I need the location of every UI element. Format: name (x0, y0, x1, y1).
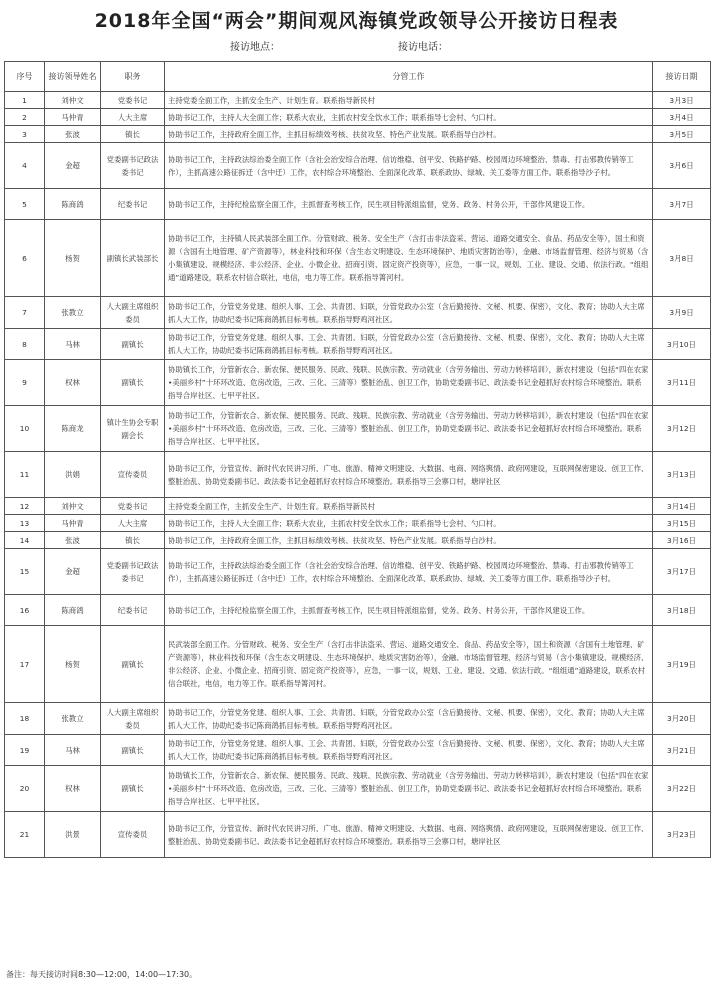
table-row (5, 329, 711, 360)
row-date: 3月14日 (653, 498, 711, 515)
row-date: 3月13日 (653, 452, 711, 498)
table-row (5, 220, 711, 297)
row-name: 张教立 (45, 703, 101, 735)
row-name: 权林 (45, 360, 101, 406)
row-index: 10 (5, 406, 45, 452)
row-name: 权林 (45, 766, 101, 812)
row-date: 3月7日 (653, 189, 711, 220)
row-duties: 协助书记工作，主持纪检监察全面工作，主抓督查考核工作，民生项目特派组监督，党务、政务、村务公开，干部作风建设工作。 (165, 595, 653, 626)
row-date: 3月4日 (653, 109, 711, 126)
row-index: 21 (5, 812, 45, 858)
row-index: 7 (5, 297, 45, 329)
row-duties: 协助书记工作，分管新农合、新农保、便民服务、民政、残联、民族宗教、劳动就业（含劳务输出、劳动力转移培训），新农村建设（包括“四在农家•美丽乡村”十环环改造、危房改造，三改、三化、三清等）整脏治乱、创卫工作，协助党委副书记、政法委书记金超抓好农村综合环境整治。联系指导合岸社区、七甲平社区。 (165, 406, 653, 452)
row-position: 镇计生协会专职副会长 (101, 406, 165, 452)
table-row (5, 549, 711, 595)
table-row (5, 515, 711, 532)
row-duties: 协助书记工作，主持政法综治委全面工作（含社会治安综合治理、信访维稳、创平安、铁路护路、校园周边环境整治、禁毒、打击邪教传销等工作），主抓高速公路征拆迁（含中迁）工作，农村综合环境整治、全面深化改革、联系政协、绿城、关工委等方面工作。联系指导沙子村。 (165, 549, 653, 595)
row-name: 张波 (45, 126, 101, 143)
row-index: 2 (5, 109, 45, 126)
row-position: 人大主席 (101, 515, 165, 532)
row-date: 3月16日 (653, 532, 711, 549)
row-position: 党委书记 (101, 498, 165, 515)
row-position: 副镇长武装部长 (101, 220, 165, 297)
table-row (5, 703, 711, 735)
row-date: 3月10日 (653, 329, 711, 360)
row-name: 马仲青 (45, 515, 101, 532)
row-index: 1 (5, 92, 45, 109)
row-index: 9 (5, 360, 45, 406)
row-duties: 协助镇长工作，分管新农合、新农保、便民服务、民政、残联、民族宗教、劳动就业（含劳务输出、劳动力转移培训），新农村建设（包括“四在农家•美丽乡村”十环环改造、危房改造，三改、三化、三清等）整脏治乱、创卫工作，协助党委副书记、政法委书记金超抓好农村综合环境整治。联系指导合岸社区、七甲平社区。 (165, 766, 653, 812)
row-duties: 协助书记工作，分管党务党建、组织人事、工会、共青团、妇联，分管党政办公室（含后勤接待、文秘、机要、保密），文化、教育；协助人大主席抓人大工作，协助纪委书记陈商鸽抓目标考核。联系指导野鸡河社区。 (165, 329, 653, 360)
row-date: 3月12日 (653, 406, 711, 452)
row-name: 马林 (45, 735, 101, 766)
table-row (5, 92, 711, 109)
row-index: 19 (5, 735, 45, 766)
header-date: 接访日期 (653, 62, 711, 92)
row-name: 洪娟 (45, 452, 101, 498)
row-position: 副镇长 (101, 735, 165, 766)
row-index: 14 (5, 532, 45, 549)
row-index: 17 (5, 626, 45, 703)
row-duties: 主持党委全面工作，主抓安全生产、计划生育。联系指导新民村 (165, 92, 653, 109)
row-date: 3月19日 (653, 626, 711, 703)
row-duties: 协助书记工作，分管党务党建、组织人事、工会、共青团、妇联，分管党政办公室（含后勤接待、文秘、机要、保密），文化、教育；协助人大主席抓人大工作，协助纪委书记陈商鸽抓目标考核。联系指导野鸡河社区。 (165, 297, 653, 329)
row-position: 宣传委员 (101, 452, 165, 498)
row-index: 3 (5, 126, 45, 143)
row-date: 3月23日 (653, 812, 711, 858)
row-name: 陈商龙 (45, 406, 101, 452)
table-row (5, 766, 711, 812)
row-index: 15 (5, 549, 45, 595)
table-row (5, 297, 711, 329)
page-title: 2018年全国“两会”期间观风海镇党政领导公开接访日程表 (94, 10, 619, 32)
row-duties: 协助书记工作，分管宣传、新时代农民讲习所、广电、旅游、精神文明建设、大数据、电商、网络舆情、政府网建设，互联网保密建设、创卫工作、整脏治乱、协助党委副书记、政法委书记金超抓好农村综合环境整治。联系指导三会寨口村，塘岸社区 (165, 452, 653, 498)
row-index: 20 (5, 766, 45, 812)
row-name: 金超 (45, 143, 101, 189)
row-name: 刘仲文 (45, 92, 101, 109)
table-row (5, 109, 711, 126)
row-date: 3月6日 (653, 143, 711, 189)
row-name: 杨贺 (45, 220, 101, 297)
row-index: 16 (5, 595, 45, 626)
header-name: 接访领导姓名 (45, 62, 101, 92)
row-name: 洪景 (45, 812, 101, 858)
footnote: 备注：每天接访时间8:30—12:00，14:00—17:30。 (6, 970, 198, 979)
row-date: 3月21日 (653, 735, 711, 766)
row-position: 镇长 (101, 126, 165, 143)
row-duties: 协助书记工作，分管党务党建、组织人事、工会、共青团、妇联，分管党政办公室（含后勤接待、文秘、机要、保密），文化、教育；协助人大主席抓人大工作，协助纪委书记陈商鸽抓目标考核。联系指导野鸡河社区。 (165, 735, 653, 766)
table-row (5, 360, 711, 406)
row-duties: 协助镇长工作，分管新农合、新农保、便民服务、民政、残联、民族宗教、劳动就业（含劳务输出、劳动力转移培训），新农村建设（包括“四在农家•美丽乡村”十环环改造、危房改造，三改、三化、三清等）整脏治乱、创卫工作，协助党委副书记、政法委书记金超抓好农村综合环境整治。联系指导合岸社区、七甲平社区。 (165, 360, 653, 406)
table-row (5, 126, 711, 143)
row-index: 11 (5, 452, 45, 498)
table-header-row (5, 62, 711, 92)
row-date: 3月5日 (653, 126, 711, 143)
table-row (5, 812, 711, 858)
row-duties: 协助书记工作，分管宣传、新时代农民讲习所、广电、旅游、精神文明建设、大数据、电商、网络舆情、政府网建设，互联网保密建设、创卫工作、整脏治乱、协助党委副书记、政法委书记金超抓好农村综合环境整治。联系指导三会寨口村，塘岸社区 (165, 812, 653, 858)
row-position: 纪委书记 (101, 595, 165, 626)
row-position: 宣传委员 (101, 812, 165, 858)
table-row (5, 143, 711, 189)
row-date: 3月3日 (653, 92, 711, 109)
header-position: 职务 (101, 62, 165, 92)
row-position: 党委副书记政法委书记 (101, 143, 165, 189)
row-date: 3月22日 (653, 766, 711, 812)
table-row (5, 406, 711, 452)
row-name: 马林 (45, 329, 101, 360)
row-index: 18 (5, 703, 45, 735)
row-index: 8 (5, 329, 45, 360)
table-row (5, 595, 711, 626)
row-duties: 协助书记工作，主持人大全面工作；联系大农业，主抓农村安全饮水工作；联系指导七会村、勺口村。 (165, 515, 653, 532)
row-position: 人大主席 (101, 109, 165, 126)
row-position: 纪委书记 (101, 189, 165, 220)
row-index: 5 (5, 189, 45, 220)
row-date: 3月18日 (653, 595, 711, 626)
row-position: 副镇长 (101, 766, 165, 812)
table-row (5, 626, 711, 703)
row-position: 副镇长 (101, 626, 165, 703)
row-duties: 协助书记工作，主持政法综治委全面工作（含社会治安综合治理、信访维稳、创平安、铁路护路、校园周边环境整治、禁毒、打击邪教传销等工作），主抓高速公路征拆迁（含中迁）工作，农村综合环境整治、全面深化改革、联系政协、绿城、关工委等方面工作。联系指导沙子村。 (165, 143, 653, 189)
row-position: 副镇长 (101, 329, 165, 360)
row-position: 镇长 (101, 532, 165, 549)
row-duties: 协助书记工作，主持人大全面工作；联系大农业，主抓农村安全饮水工作；联系指导七会村、勺口村。 (165, 109, 653, 126)
row-duties: 协助书记工作，主持镇人民武装部全面工作。分管财政、税务、安全生产（含打击非法盗采、营运、道路交通安全、食品、药品安全等），国土和资源（含国有土地管理、矿产资源等），林业科技和环保（含生态文明建设、生态环境保护、地质灾害防治等），金融、市场监督管理、经济与贸易（含小集镇建设、规模经济、非公经济、企业、小微企业、招商引资、固定资产投资等），应急，一事一议，规划、工业、建设、交通、依法行政。“组组通”道路建设，联系农村信合联社，电信，电力等工作。联系指导箐河村。 (165, 220, 653, 297)
row-duties: 民武装部全面工作。分管财政、税务、安全生产（含打击非法盗采、营运、道路交通安全、食品、药品安全等），国土和资源（含国有土地管理、矿产资源等），林业科技和环保（含生态文明建设、生态环境保护、地质灾害防治等），金融、市场监督管理、经济与贸易（含小集镇建设、规模经济、非公经济、企业、小微企业、招商引资、固定资产投资等），应急，一事一议，规划、工业、建设、交通、依法行政。“组组通”道路建设，联系农村信合联社，电信，电力等工作。联系指导箐河村。 (165, 626, 653, 703)
row-name: 张教立 (45, 297, 101, 329)
table-row (5, 189, 711, 220)
row-index: 4 (5, 143, 45, 189)
row-position: 党委副书记政法委书记 (101, 549, 165, 595)
row-name: 金超 (45, 549, 101, 595)
row-date: 3月17日 (653, 549, 711, 595)
row-name: 陈商鸽 (45, 595, 101, 626)
row-name: 马仲青 (45, 109, 101, 126)
venue-label: 接访地点： (230, 42, 280, 53)
row-position: 人大副主席组织委员 (101, 703, 165, 735)
row-date: 3月15日 (653, 515, 711, 532)
header-index: 序号 (5, 62, 45, 92)
row-name: 陈商鸽 (45, 189, 101, 220)
table-row (5, 735, 711, 766)
row-name: 张波 (45, 532, 101, 549)
header-duties: 分管工作 (165, 62, 653, 92)
row-index: 13 (5, 515, 45, 532)
row-date: 3月9日 (653, 297, 711, 329)
row-duties: 协助书记工作，主持纪检监察全面工作，主抓督查考核工作，民生项目特派组监督，党务、政务、村务公开，干部作风建设工作。 (165, 189, 653, 220)
row-position: 副镇长 (101, 360, 165, 406)
row-date: 3月8日 (653, 220, 711, 297)
row-duties: 协助书记工作，主持政府全面工作，主抓目标绩效考核、扶贫攻坚、特色产业发展。联系指导白沙村。 (165, 532, 653, 549)
row-duties: 协助书记工作，主持政府全面工作，主抓目标绩效考核、扶贫攻坚、特色产业发展。联系指导白沙村。 (165, 126, 653, 143)
row-name: 刘仲文 (45, 498, 101, 515)
row-duties: 协助书记工作，分管党务党建、组织人事、工会、共青团、妇联，分管党政办公室（含后勤接待、文秘、机要、保密），文化、教育；协助人大主席抓人大工作，协助纪委书记陈商鸽抓目标考核。联系指导野鸡河社区。 (165, 703, 653, 735)
row-date: 3月20日 (653, 703, 711, 735)
table-row (5, 532, 711, 549)
row-date: 3月11日 (653, 360, 711, 406)
schedule-table (4, 61, 711, 858)
table-row (5, 498, 711, 515)
phone-label: 接访电话： (398, 42, 448, 53)
row-index: 12 (5, 498, 45, 515)
row-name: 杨贺 (45, 626, 101, 703)
row-position: 人大副主席组织委员 (101, 297, 165, 329)
row-position: 党委书记 (101, 92, 165, 109)
row-index: 6 (5, 220, 45, 297)
table-row (5, 452, 711, 498)
row-duties: 主持党委全面工作，主抓安全生产、计划生育。联系指导新民村 (165, 498, 653, 515)
